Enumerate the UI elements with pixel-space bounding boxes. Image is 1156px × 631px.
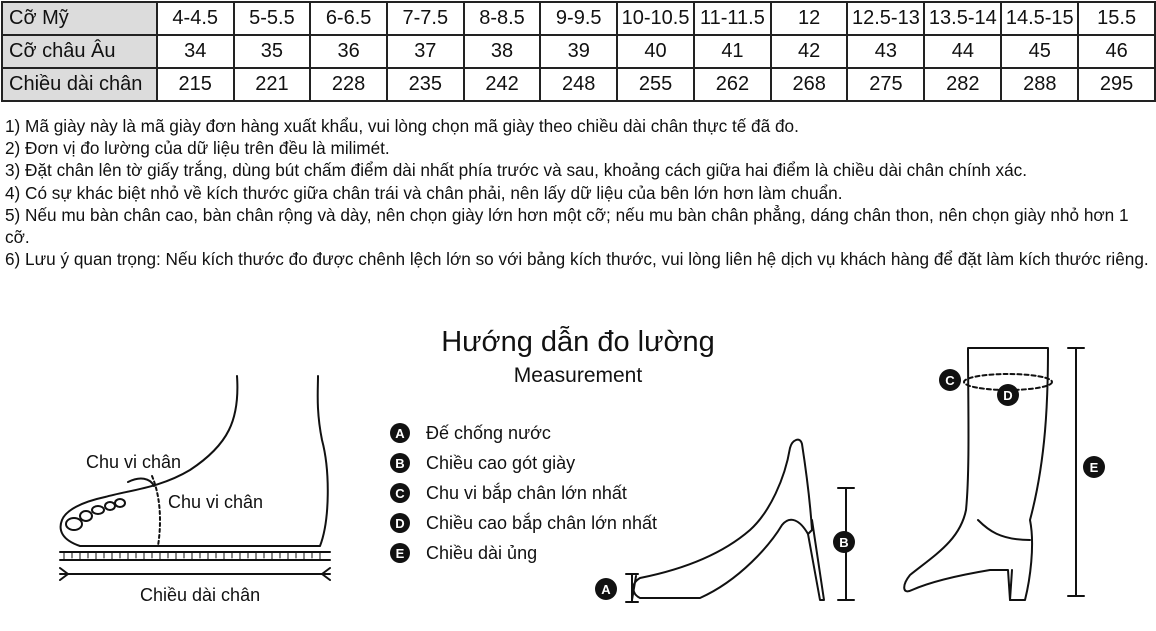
- size-cell: 262: [694, 68, 771, 101]
- size-cell: 45: [1001, 35, 1078, 68]
- size-cell: 5-5.5: [234, 2, 311, 35]
- marker-a-icon: A: [595, 578, 617, 600]
- size-cell: 42: [771, 35, 848, 68]
- size-cell: 43: [847, 35, 924, 68]
- note-4: 4) Có sự khác biệt nhỏ về kích thước giữa chân trái và chân phải, nên lấy dữ liệu của bên lớn hơn làm chuẩn.: [5, 182, 843, 203]
- dimension-e-line: [1068, 348, 1084, 596]
- note-1: 1) Mã giày này là mã giày đơn hàng xuất khẩu, vui lòng chọn mã giày theo chiều dài chân thực tế đã đo.: [5, 116, 799, 136]
- size-cell: 10-10.5: [617, 2, 694, 35]
- size-cell: 288: [1001, 68, 1078, 101]
- size-cell: 36: [310, 35, 387, 68]
- size-cell: 11-11.5: [694, 2, 771, 35]
- size-cell: 12.5-13: [847, 2, 924, 35]
- size-cell: 282: [924, 68, 1001, 101]
- note-5: 5) Nếu mu bàn chân cao, bàn chân rộng và dày, nên chọn giày lớn hơn một cỡ; nếu mu bàn chân phẳng, dáng chân thon, nên chọn giày nhỏ hơn 1 cỡ.: [5, 204, 1129, 248]
- marker-b-icon: B: [833, 531, 855, 553]
- foot-length-label: Chiều dài chân: [140, 585, 261, 605]
- guide-title: Hướng dẫn đo lường: [441, 326, 715, 358]
- legend-label-b: Chiều cao gót giày: [426, 452, 576, 473]
- foot-outline-icon: [60, 376, 330, 580]
- size-cell: 38: [464, 35, 541, 68]
- ruler-ticks-icon: [64, 552, 320, 560]
- badge-b-icon: B: [390, 453, 410, 473]
- marker-e-icon: E: [1083, 456, 1105, 478]
- size-cell: 12: [771, 2, 848, 35]
- size-cell: 295: [1078, 68, 1155, 101]
- size-cell: 9-9.5: [540, 2, 617, 35]
- size-cell: 235: [387, 68, 464, 101]
- guide-subtitle: Measurement: [513, 364, 643, 387]
- badge-a-icon: A: [390, 423, 410, 443]
- badge-e-icon: E: [390, 543, 410, 563]
- marker-d-icon: D: [997, 384, 1019, 406]
- legend-label-a: Đế chống nước: [426, 422, 551, 443]
- size-cell: 37: [387, 35, 464, 68]
- note-2: 2) Đơn vị đo lường của dữ liệu trên đều là milimét.: [5, 138, 390, 159]
- size-cell: 215: [157, 68, 234, 101]
- foot-girth-label-1: Chu vi chân: [86, 452, 182, 472]
- size-cell: 40: [617, 35, 694, 68]
- size-cell: 15.5: [1078, 2, 1155, 35]
- size-cell: 228: [310, 68, 387, 101]
- size-cell: 4-4.5: [157, 2, 234, 35]
- size-cell: 39: [540, 35, 617, 68]
- size-cell: 35: [234, 35, 311, 68]
- size-cell: 221: [234, 68, 311, 101]
- badge-c-icon: C: [390, 483, 410, 503]
- note-3: 3) Đặt chân lên tờ giấy trắng, dùng bút chấm điểm dài nhất phía trước và sau, khoảng cách giữa hai điểm là chiều dài chân chính xác.: [5, 160, 1028, 181]
- size-cell: 268: [771, 68, 848, 101]
- size-row-label: Cỡ châu Âu: [2, 35, 157, 68]
- size-cell: 8-8.5: [464, 2, 541, 35]
- size-cell: 6-6.5: [310, 2, 387, 35]
- high-heel-shoe-icon: [632, 440, 824, 600]
- legend-label-d: Chiều cao bắp chân lớn nhất: [426, 512, 657, 533]
- size-cell: 13.5-14: [924, 2, 1001, 35]
- size-cell: 242: [464, 68, 541, 101]
- foot-girth-label-2: Chu vi chân: [168, 492, 264, 512]
- marker-c-icon: C: [939, 369, 961, 391]
- size-row-label: Chiều dài chân: [2, 68, 157, 101]
- note-6: 6) Lưu ý quan trọng: Nếu kích thước đo được chênh lệch lớn so với bảng kích thước, vui lòng liên hệ dịch vụ khách hàng để đặt làm kích thước riêng.: [5, 249, 1149, 270]
- legend-label-c: Chu vi bắp chân lớn nhất: [426, 482, 627, 503]
- size-cell: 14.5-15: [1001, 2, 1078, 35]
- badge-d-icon: D: [390, 513, 410, 533]
- size-row-label: Cỡ Mỹ: [2, 2, 157, 35]
- size-cell: 255: [617, 68, 694, 101]
- size-cell: 44: [924, 35, 1001, 68]
- size-cell: 34: [157, 35, 234, 68]
- size-cell: 7-7.5: [387, 2, 464, 35]
- size-cell: 248: [540, 68, 617, 101]
- size-cell: 46: [1078, 35, 1155, 68]
- boot-icon: [904, 348, 1052, 600]
- size-cell: 41: [694, 35, 771, 68]
- size-cell: 275: [847, 68, 924, 101]
- legend-label-e: Chiều dài ủng: [426, 542, 538, 563]
